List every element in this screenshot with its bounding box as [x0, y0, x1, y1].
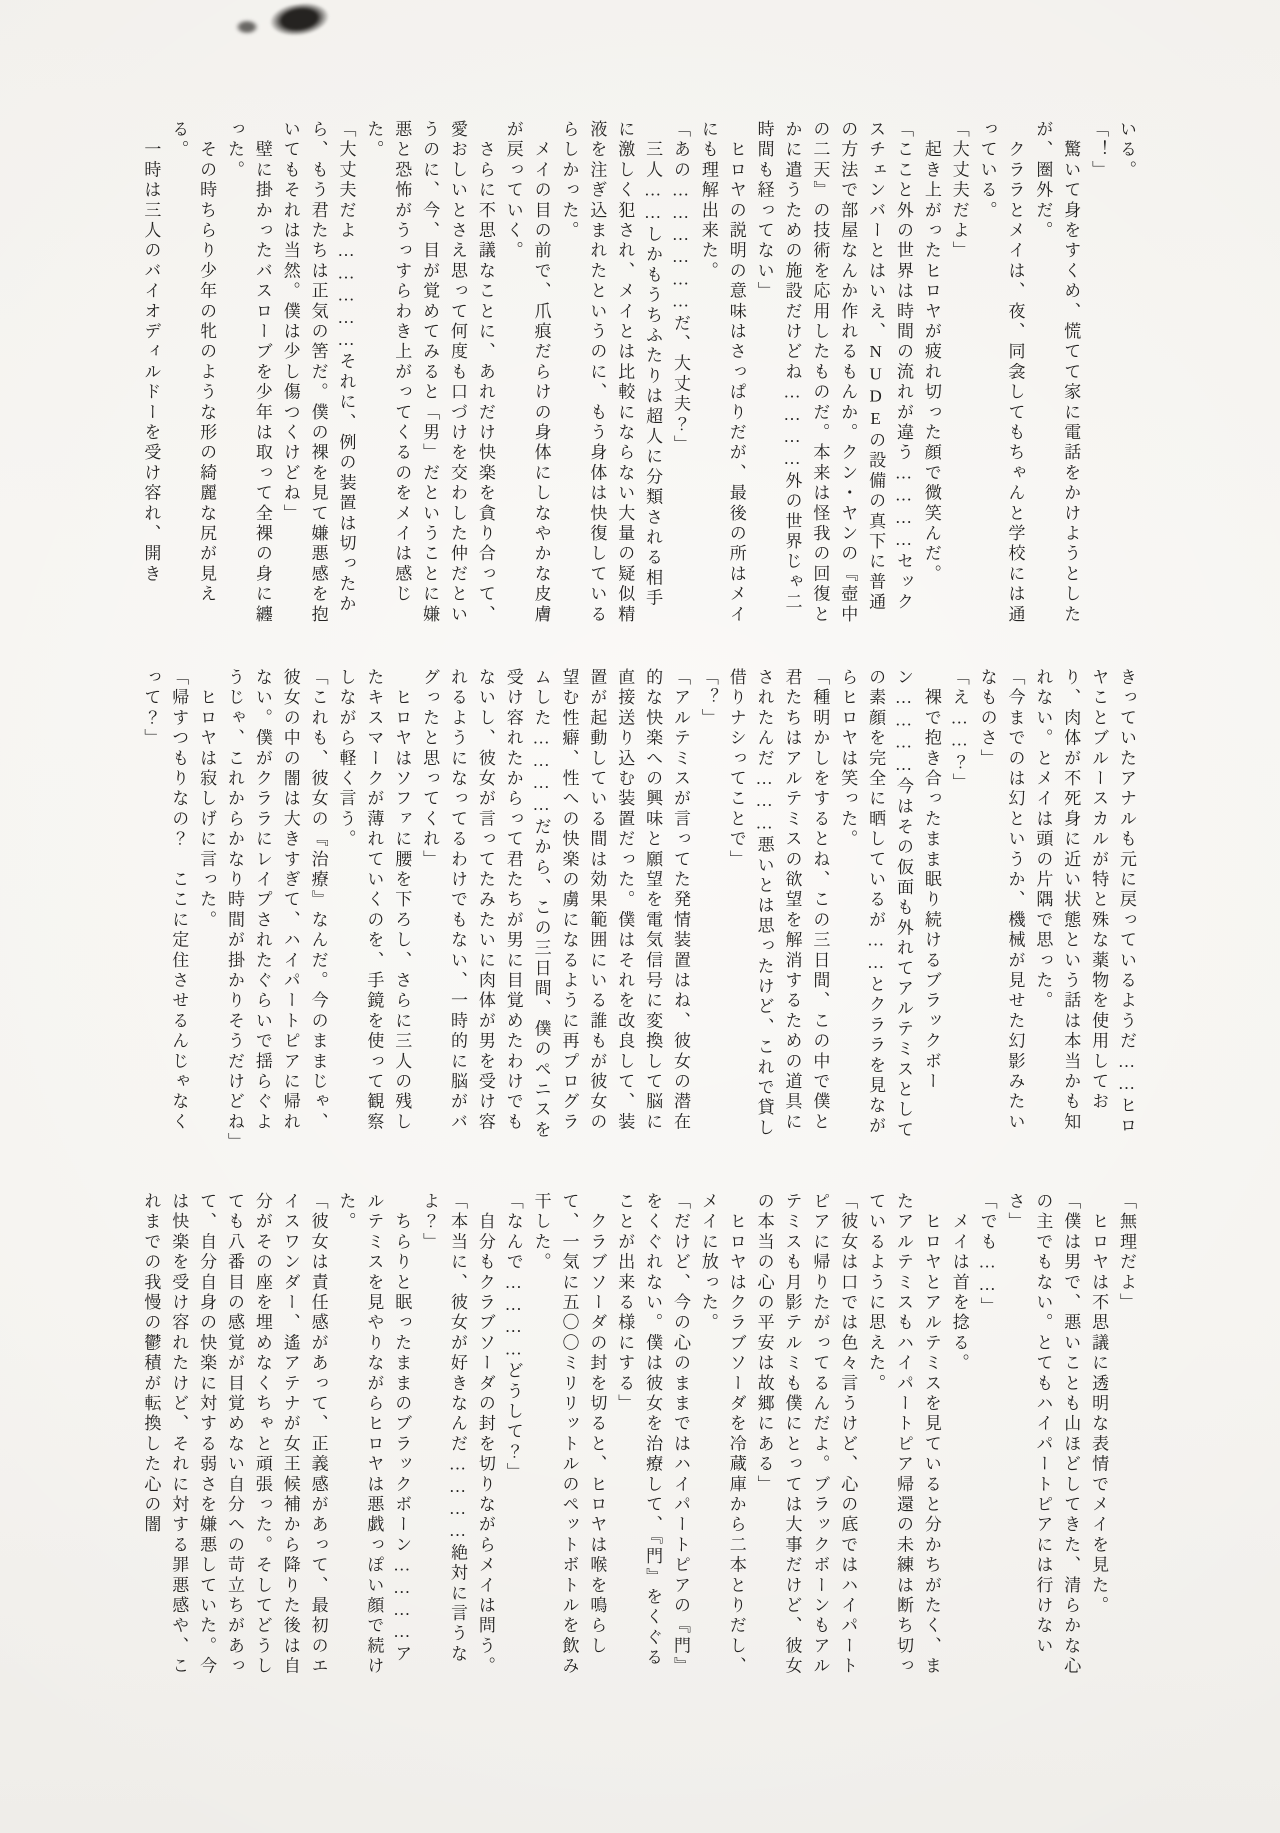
paragraph: ヒロヤはソファに腰を下ろし、さらに三人の残したキスマークが薄れていくのを、手鏡を使って観察しながら軽く言う。	[336, 668, 412, 1133]
paragraph: ヒロヤは不思議に透明な表情でメイを見た。	[1089, 1192, 1109, 1617]
paragraph: 「大丈夫だよ」	[949, 120, 969, 262]
paragraph: 「本当に、彼女が好きなんだ…………絶対に言うなよ？」	[420, 1192, 467, 1665]
paragraph: 「無理だよ」	[1117, 1192, 1136, 1314]
paragraph: メイの目の前で、爪痕だらけの身体にしなやかな皮膚が戻っていく。	[503, 120, 551, 625]
paragraph: ちらりと眠ったままのブラックボーン…………アルテミスを見やりながらヒロヤは悪戯っぽい顔で続けた。	[336, 1192, 412, 1677]
paragraph: クララとメイは、夜、同衾してもちゃんと学校には通っている。	[977, 120, 1025, 625]
paragraph: 三人……しかもうちふたりは超人に分類される相手に激しく犯され、メイとは比較にならない大量の疑似精液を注ぎ込まれたというのに、もう身体は快復しているらしかった。	[559, 120, 663, 625]
paragraph: 「今までのは幻というか、機械が見せた幻影みたいなものさ」	[977, 668, 1025, 1133]
paragraph: ヒロヤは寂しげに言った。	[197, 668, 217, 931]
paragraph: 「でも……」	[977, 1192, 997, 1318]
paragraph: ヒロヤの説明の意味はさっぱりだが、最後の所はメイにも理解出来た。	[698, 120, 746, 625]
paragraph: 「え……？」	[949, 668, 969, 794]
paragraph: クラブソーダの封を切ると、ヒロヤは喉を鳴らして、一気に五〇〇ミリリットルのペットボトルを飲み干した。	[531, 1192, 607, 1677]
paragraph: ヒロヤはクラブソーダを冷蔵庫から二本とりだし、メイに放った。	[698, 1192, 746, 1677]
paragraph: 「アルテミスが言ってた発情装置はね、彼女の潜在的な快楽への興味と願望を電気信号に変換して脳に直接送り込む装置だった。僕はそれを改良して、装置が起動している間は効果範囲にいる誰もが彼女の望む性癖、性への快楽の虜になるように再プログラムした…………だから、この三日間、僕のペニスを受け容れたからって君たちが男に目覚めたわけでもないし、彼女が言ってたみたいに肉体が男を受け容れるようになってるわけでもない、一時的に脳がバグったと思ってくれ」	[420, 668, 690, 1141]
paragraph: 「大丈夫だよ……………それに、例の装置は切ったから、もう君たちは正気の筈だ。僕の裸を見て嫌悪感を抱いてもそれは当然。僕は少し傷つくけどね」	[280, 120, 356, 625]
paragraph: いる。	[1117, 120, 1136, 181]
paragraph: 「なんで…………どうして？」	[503, 1192, 523, 1483]
paragraph: ヒロヤとアルテミスを見ていると分かちがたく、またアルテミスもハイパートピア帰還の未練は断ち切っているように思えた。	[866, 1192, 941, 1677]
paragraph: 「これも、彼女の『治療』なんだ。今のままじゃ、彼女の中の闇は大きすぎて、ハイパートピアに帰れない。僕がクララにレイプされたぐらいで揺らぐようじゃ、これからかなり時間が掛かりそうだけどね」	[225, 668, 328, 1153]
paragraph: 起き上がったヒロヤが疲れ切った顔で微笑んだ。	[921, 120, 941, 585]
paragraph: 「彼女は口では色々言うけど、心の底ではハイパートピアに帰りたがってるんだよ。ブラックボーンもアルテミスも月影テルミも僕にとっては大事だけど、彼女の本当の心の平安は故郷にある」	[754, 1192, 858, 1677]
text-band-top	[125, 120, 1140, 628]
paragraph: 「僕は男で、悪いことも山ほどしてきた、清らかな心の主でもない。とてもハイパートピアには行けないさ」	[1005, 1192, 1081, 1677]
paragraph: 「あの………………だ、大丈夫？」	[671, 120, 690, 456]
text-band-bottom	[120, 1192, 1140, 1680]
paragraph: 「ここと外の世界は時間の流れが違う…………セックスチェンバーとはいえ、NUDEの設備の真下に普通の方法で部屋なんか作れるもんか。クン・ヤンの『壺中の二天』の技術を応用したものだ。本来は怪我の回復とかに遣うための施設だけどね…………外の世界じゃ二時間も経ってない」	[754, 120, 913, 625]
paragraph: メイは首を捻る。	[949, 1192, 969, 1374]
paragraph: 「彼女は責任感があって、正義感があって、最初のエイスワンダー、遙アテナが女王候補から降りた後は自分がその座を埋めなくちゃと頑張った。そしてどうしても八番目の感覚が目覚めない自分への苛立ちがあって、自分自身の快楽に対する弱さを嫌悪していた。今は快楽を受け容れたけど、それに対する罪悪感や、これまでの我慢の鬱積が転換した心の闇	[141, 1192, 328, 1677]
paragraph: 自分もクラブソーダの封を切りながらメイは問う。	[475, 1192, 495, 1677]
paragraph: 一時は三人のバイオディルドーを受け容れ、開き	[141, 120, 161, 585]
paragraph: 裸で抱き合ったまま眠り続けるブラックボーン…………今はその仮面も外れてアルテミスとしての素顔を完全に晒しているが……とクララを見ながらヒロヤは笑った。	[838, 668, 941, 1141]
paragraph: さらに不思議なことに、あれだけ快楽を貪り合って、愛おしいとさえ思って何度も口づけを交わした仲だというのに、今、目が覚めてみると「男」だということに嫌悪と恐怖がうっすらわき上がってくるのをメイは感じた。	[364, 120, 495, 625]
scan-smudge	[266, 0, 335, 46]
paragraph: 「種明かしをするとね、この三日間、この中で僕と君たちはアルテミスの欲望を解消するための道具にされたんだ………悪いとは思ったけど、これで貸し借りナシってことで」	[726, 668, 830, 1139]
paragraph: 驚いて身をすくめ、慌てて家に電話をかけようとしたが、圏外だ。	[1033, 120, 1081, 625]
paragraph: 「帰すつもりなの？ ここに定住させるんじゃなくって？」	[141, 668, 189, 1133]
paragraph: 「？」	[698, 668, 718, 729]
paragraph: 壁に掛かったバスローブを少年は取って全裸の身に纏った。	[225, 120, 272, 625]
paragraph: 「！」	[1089, 120, 1109, 181]
scan-smudge-small	[236, 20, 258, 34]
paragraph: その時ちらり少年の牝のような形の綺麗な尻が見える。	[169, 120, 217, 605]
paragraph: 「だけど、今の心のままではハイパートピアの『門』をくぐれない。僕は彼女を治療して、『門』をくぐることが出来る様にする」	[615, 1192, 690, 1677]
paragraph: きっていたアナルも元に戻っているようだ……ヒロヤことブルースカルが特と殊な薬物を使用しており、肉体が不死身に近い状態という話は本当かも知れない。とメイは頭の片隅で思った。	[1033, 668, 1136, 1137]
text-band-middle	[120, 668, 1140, 1153]
